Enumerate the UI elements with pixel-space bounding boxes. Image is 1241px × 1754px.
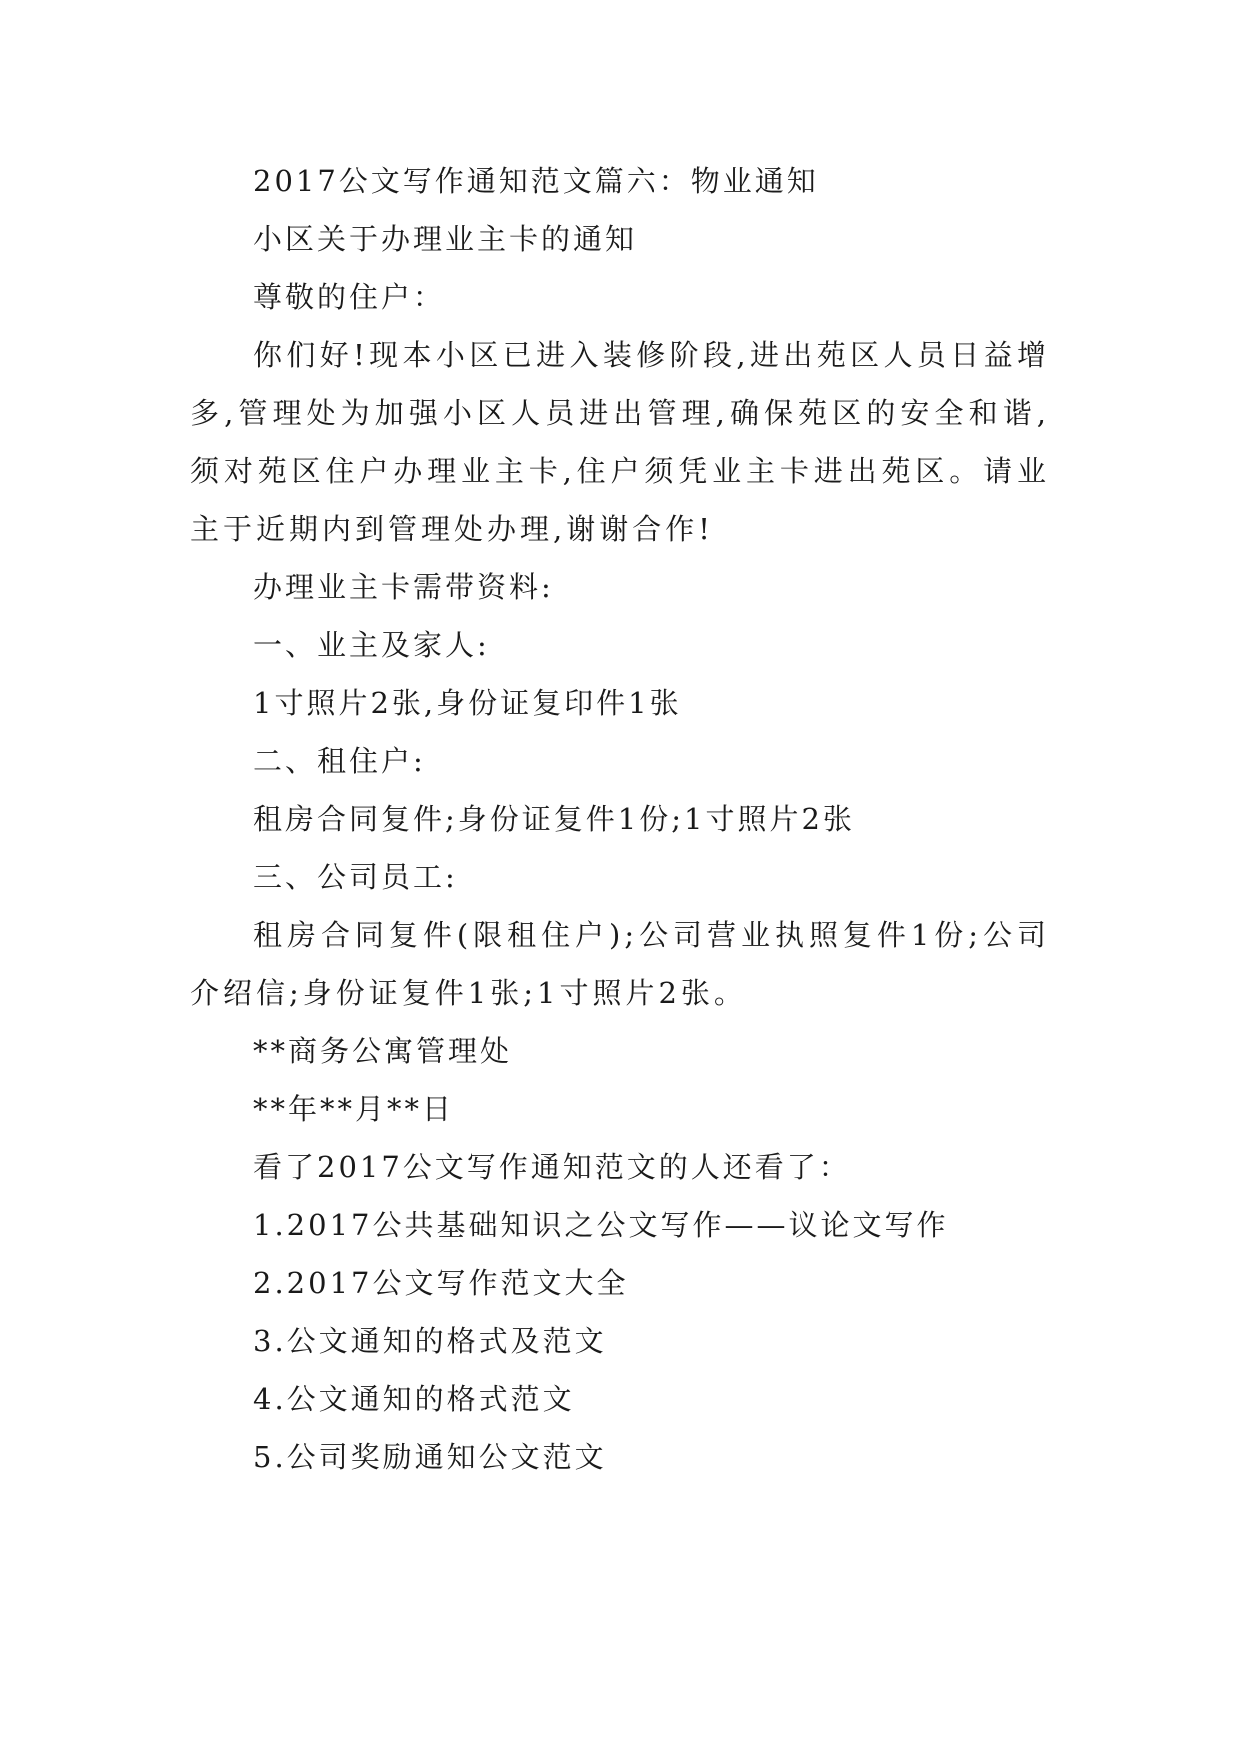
related-item-2[interactable]: 2.2017公文写作范文大全 <box>253 1266 629 1300</box>
section-3-text: 租房合同复件(限租住户);公司营业执照复件1份;公司介绍信;身份证复件1张;1寸照片2张。 <box>190 918 1050 1010</box>
notice-body-paragraph: 你们好!现本小区已进入装修阶段,进出苑区人员日益增多,管理处为加强小区人员进出管理,确保苑区的安全和谐,须对苑区住户办理业主卡,住户须凭业主卡进出苑区。请业主于近期内到管理处办理,谢谢合作! <box>190 338 1050 546</box>
signature: **商务公寓管理处 <box>253 1034 513 1068</box>
section-1-title: 一、业主及家人: <box>253 628 490 662</box>
notice-title: 小区关于办理业主卡的通知 <box>253 222 638 256</box>
salutation: 尊敬的住户： <box>253 280 446 314</box>
document-heading: 2017公文写作通知范文篇六：物业通知 <box>253 164 819 198</box>
section-2-title: 二、租住户: <box>253 744 426 778</box>
related-item-1[interactable]: 1.2017公共基础知识之公文写作——议论文写作 <box>253 1208 949 1242</box>
section-3-title: 三、公司员工: <box>253 860 458 894</box>
related-item-3[interactable]: 3.公文通知的格式及范文 <box>253 1324 607 1358</box>
related-item-5[interactable]: 5.公司奖励通知公文范文 <box>253 1440 607 1474</box>
document-content <box>190 152 1050 1486</box>
section-1-text: 1寸照片2张,身份证复印件1张 <box>253 686 682 720</box>
date: **年**月**日 <box>253 1092 455 1126</box>
related-item-4[interactable]: 4.公文通知的格式范文 <box>253 1382 575 1416</box>
materials-intro: 办理业主卡需带资料: <box>253 570 554 604</box>
related-heading: 看了2017公文写作通知范文的人还看了： <box>253 1150 851 1184</box>
section-2-text: 租房合同复件;身份证复件1份;1寸照片2张 <box>253 802 855 836</box>
